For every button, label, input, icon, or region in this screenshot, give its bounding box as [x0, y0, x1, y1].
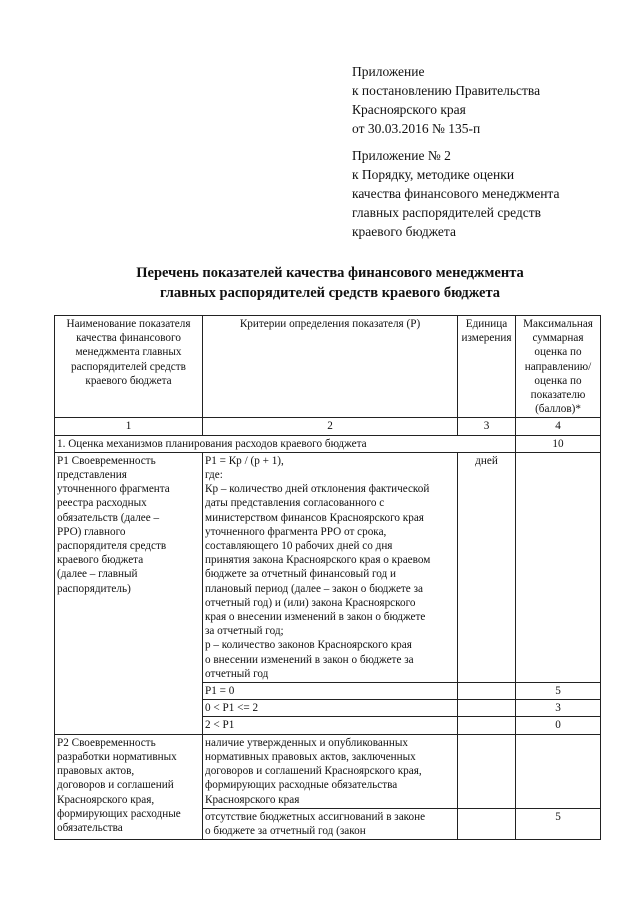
- table-row-p2: [55, 734, 601, 808]
- p1-criterion-unit-empty: [458, 717, 516, 734]
- section-score: 10: [516, 435, 601, 452]
- appendix-methodology: [352, 146, 632, 241]
- p1-indicator-name: Р1 Своевременность представления уточненного фрагмента реестра расходных обязательств (далее – РРО) главного распорядителя средств краевого бюджета (далее – главный распорядитель): [55, 452, 203, 734]
- p1-criterion-text: 0 < Р1 <= 2: [203, 700, 458, 717]
- p1-criterion-unit-empty: [458, 683, 516, 700]
- appendix-line: главных распорядителей средств: [352, 205, 542, 220]
- p1-unit: дней: [458, 452, 516, 682]
- p2-criterion: наличие утвержденных и опубликованных нормативных правовых актов, заключенных договоров и соглашений Красноярского края, формирующих расходные обязательства Красноярского края: [203, 734, 458, 808]
- document-title: [0, 263, 640, 303]
- appendix-line: от 30.03.2016 № 135-п: [352, 121, 481, 136]
- table-header-row: [55, 316, 601, 418]
- appendix-line: к постановлению Правительства: [352, 83, 541, 98]
- p1-criterion-score: 0: [516, 717, 601, 734]
- column-number: 2: [203, 418, 458, 435]
- title-line: главных распорядителей средств краевого бюджета: [159, 285, 501, 301]
- column-numbers-row: [55, 418, 601, 435]
- p1-criterion-unit-empty: [458, 700, 516, 717]
- title-line: Перечень показателей качества финансового менеджмента: [136, 265, 524, 281]
- header-criteria: Критерии определения показателя (Р): [203, 316, 458, 418]
- p1-score-empty: [516, 452, 601, 682]
- appendix-line: Красноярского края: [352, 102, 466, 117]
- column-number: 4: [516, 418, 601, 435]
- appendix-line: Приложение: [352, 64, 425, 79]
- indicators-table: [54, 315, 601, 840]
- section-row-planning: [55, 435, 601, 452]
- p2-score-empty: [516, 734, 601, 808]
- p2-unit-empty: [458, 808, 516, 839]
- p1-criterion-score: 3: [516, 700, 601, 717]
- p2-unit-empty: [458, 734, 516, 808]
- appendix-line: к Порядку, методике оценки: [352, 167, 515, 182]
- header-unit: Единица измерения: [458, 316, 516, 418]
- column-number: 1: [55, 418, 203, 435]
- table-row-p1: [55, 452, 601, 682]
- p1-criterion-text: Р1 = 0: [203, 683, 458, 700]
- p2-criterion: отсутствие бюджетных ассигнований в законе о бюджете за отчетный год (закон: [203, 808, 458, 839]
- appendix-government-resolution: [352, 62, 632, 138]
- p2-indicator-name: Р2 Своевременность разработки нормативных правовых актов, договоров и соглашений Красноярского края, формирующих расходные обязательства: [55, 734, 203, 839]
- appendix-line: краевого бюджета: [352, 224, 456, 239]
- section-label: 1. Оценка механизмов планирования расходов краевого бюджета: [55, 435, 516, 452]
- p1-criterion-text: 2 < Р1: [203, 717, 458, 734]
- appendix-line: качества финансового менеджмента: [352, 186, 560, 201]
- column-number: 3: [458, 418, 516, 435]
- p1-formula: Р1 = Кр / (р + 1), где: Кр – количество дней отклонения фактической даты представления согласованного с министерством финансов Красноярского края уточненного фрагмента РРО от срока, составляющего 10 рабочих дней со дня принятия закона Красноярского края о краевом бюджете за отчетный финансовый год и плановый период (далее – закон о бюджете за отчетный год) и (или) закона Красноярского края о внесении изменений в закон о бюджете за отчетный год; р – количество законов Красноярского края о внесении изменений в закон о бюджете за отчетный год: [203, 452, 458, 682]
- p1-criterion-score: 5: [516, 683, 601, 700]
- p2-criterion-score: 5: [516, 808, 601, 839]
- header-indicator-name: Наименование показателя качества финансового менеджмента главных распорядителей средств краевого бюджета: [55, 316, 203, 418]
- appendix-line: Приложение № 2: [352, 148, 451, 163]
- header-max-score: Максимальная суммарная оценка по направлению/ оценка по показателю (баллов)*: [516, 316, 601, 418]
